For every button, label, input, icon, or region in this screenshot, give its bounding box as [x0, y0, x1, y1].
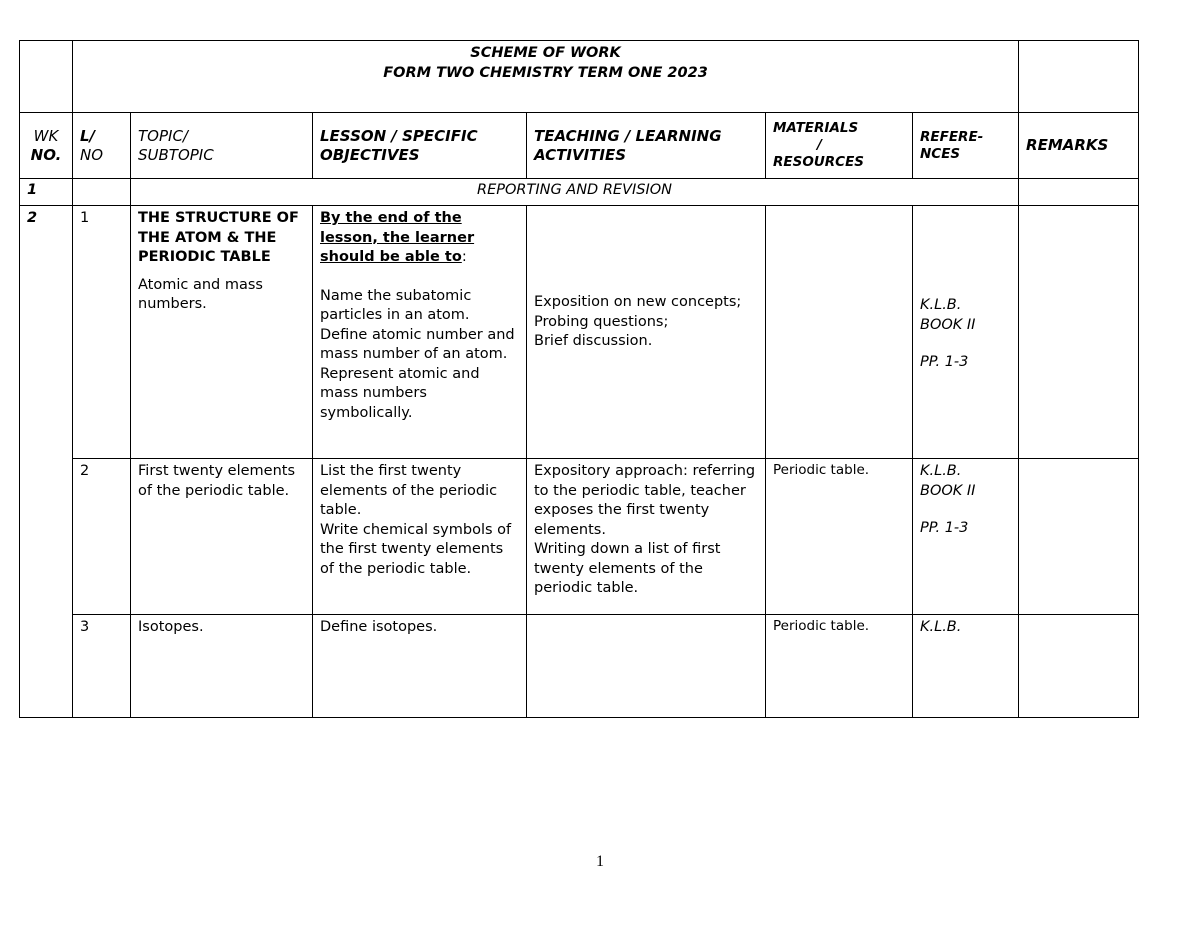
lesson-3-objectives: Define isotopes.	[313, 615, 527, 718]
title-row	[20, 41, 1139, 113]
title-left-blank	[20, 41, 73, 113]
header-activities: TEACHING / LEARNING ACTIVITIES	[527, 113, 766, 179]
title-right-blank	[1019, 41, 1139, 113]
page-number: 1	[596, 853, 604, 870]
lesson-3-activities	[527, 615, 766, 718]
week-2-number: 2	[20, 206, 73, 718]
lesson-2-activities: Expository approach: referring to the periodic table, teacher exposes the first twenty elements. Writing down a list of first twenty elements of the periodic table.	[527, 459, 766, 615]
lesson-1-subtopic: Atomic and mass numbers.	[138, 276, 263, 312]
lesson-1-materials	[766, 206, 913, 459]
header-materials: MATERIALS / RESOURCES	[766, 113, 913, 179]
lesson-1-references: K.L.B. BOOK II PP. 1-3	[913, 206, 1019, 459]
week-1-lesson-blank	[73, 179, 131, 206]
lesson-1-remarks	[1019, 206, 1139, 459]
lesson-1-objectives: By the end of the lesson, the learner should be able to: Name the subatomic particles in an atom. Define atomic number and mass number of an atom. Represent atomic and mass numbers symbolically.	[313, 206, 527, 459]
lesson-1-number: 1	[73, 206, 131, 459]
header-objectives: LESSON / SPECIFIC OBJECTIVES	[313, 113, 527, 179]
week-1-reporting-text: REPORTING AND REVISION	[131, 179, 1019, 206]
lesson-1-objectives-intro: By the end of the lesson, the learner should be able to	[320, 210, 475, 265]
week-2-lesson-1-row	[20, 206, 1139, 459]
lesson-3-number: 3	[73, 615, 131, 718]
lesson-2-remarks	[1019, 459, 1139, 615]
lesson-1-activities: Exposition on new concepts; Probing questions; Brief discussion.	[527, 206, 766, 459]
header-lesson-no: L/ NO	[73, 113, 131, 179]
lesson-2-references: K.L.B. BOOK II PP. 1-3	[913, 459, 1019, 615]
week-2-lesson-3-row	[20, 615, 1139, 718]
header-wk-no: WK NO.	[20, 113, 73, 179]
lesson-3-materials: Periodic table.	[766, 615, 913, 718]
header-references: REFERE- NCES	[913, 113, 1019, 179]
week-1-row	[20, 179, 1139, 206]
header-row	[20, 113, 1139, 179]
scheme-of-work-table	[19, 40, 1139, 718]
week-1-remarks	[1019, 179, 1139, 206]
title-line-2: FORM TWO CHEMISTRY TERM ONE 2023	[383, 64, 708, 81]
week-2-lesson-2-row	[20, 459, 1139, 615]
lesson-1-topic-heading: THE STRUCTURE OF THE ATOM & THE PERIODIC TABLE	[138, 210, 299, 265]
lesson-2-materials: Periodic table.	[766, 459, 913, 615]
lesson-2-number: 2	[73, 459, 131, 615]
title-line-1: SCHEME OF WORK	[470, 45, 621, 61]
lesson-3-remarks	[1019, 615, 1139, 718]
lesson-3-references: K.L.B.	[913, 615, 1019, 718]
lesson-2-topic: First twenty elements of the periodic table.	[131, 459, 313, 615]
lesson-1-objectives-list: Name the subatomic particles in an atom. Define atomic number and mass number of an atom. Represent atomic and mass numbers symbolically.	[320, 287, 515, 421]
header-topic: TOPIC/ SUBTOPIC	[131, 113, 313, 179]
document-title	[73, 41, 1019, 113]
lesson-1-topic	[131, 206, 313, 459]
lesson-2-objectives: List the first twenty elements of the periodic table. Write chemical symbols of the first twenty elements of the periodic table.	[313, 459, 527, 615]
header-remarks: REMARKS	[1019, 113, 1139, 179]
week-1-number: 1	[20, 179, 73, 206]
lesson-3-topic: Isotopes.	[131, 615, 313, 718]
